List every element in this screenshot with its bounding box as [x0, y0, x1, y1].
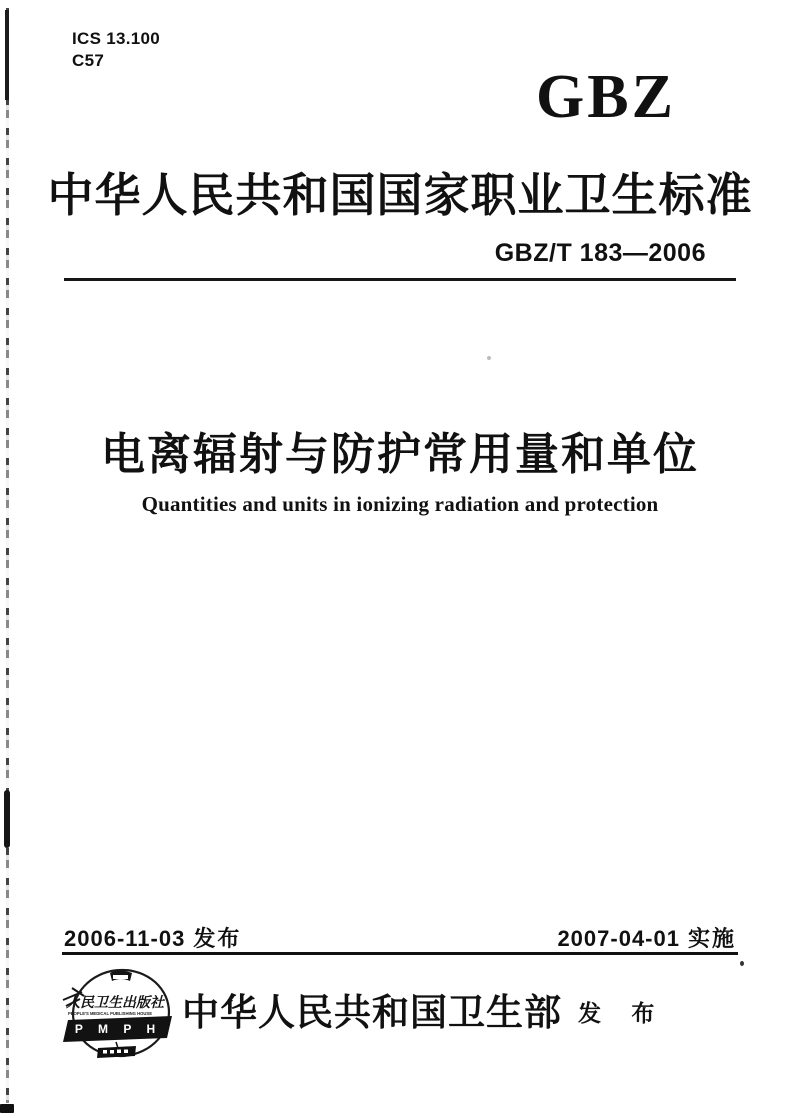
scan-edge-blob	[4, 790, 10, 848]
scan-speck	[487, 356, 491, 360]
standard-number: GBZ/T 183—2006	[494, 239, 706, 267]
publisher-name: 中华人民共和国卫生部	[182, 993, 562, 1034]
implementation-label: 实施	[687, 926, 736, 951]
issue-date-group	[64, 922, 241, 953]
logo-top-emblem	[110, 971, 132, 982]
document-english-title: Quantities and units in ionizing radiation and protection	[141, 492, 659, 516]
national-standard-title: 中华人民共和国国家职业卫生标准	[47, 170, 753, 221]
dates-row	[64, 922, 736, 953]
document-main-title: 电离辐射与防护常用量和单位	[101, 430, 699, 479]
issue-label: 发布	[193, 926, 242, 951]
header-divider-line	[64, 278, 736, 281]
logo-name-zh: 人民卫生出版社	[66, 996, 164, 1011]
issue-date: 2006-11-03	[64, 926, 186, 951]
implementation-date: 2007-04-01	[557, 926, 680, 951]
implementation-date-group	[557, 922, 736, 953]
ics-code: ICS 13.100	[72, 29, 161, 48]
standard-code-logo: GBZ	[536, 63, 676, 131]
logo-acronym: P M P H	[74, 1022, 162, 1036]
footer-divider-line	[62, 952, 738, 955]
scan-edge-line-top	[5, 10, 9, 100]
ics-classification-block	[72, 28, 160, 72]
publish-label: 发 布	[578, 1000, 667, 1026]
classification-code: C57	[72, 51, 105, 70]
publisher-row	[182, 982, 666, 1036]
scan-speck	[740, 961, 744, 966]
logo-bottom-tag	[97, 1042, 136, 1058]
logo-name-en: PEOPLE'S MEDICAL PUBLISHING HOUSE	[68, 1011, 152, 1016]
scan-corner-mark	[0, 1104, 14, 1113]
pmph-publisher-logo	[60, 966, 178, 1070]
